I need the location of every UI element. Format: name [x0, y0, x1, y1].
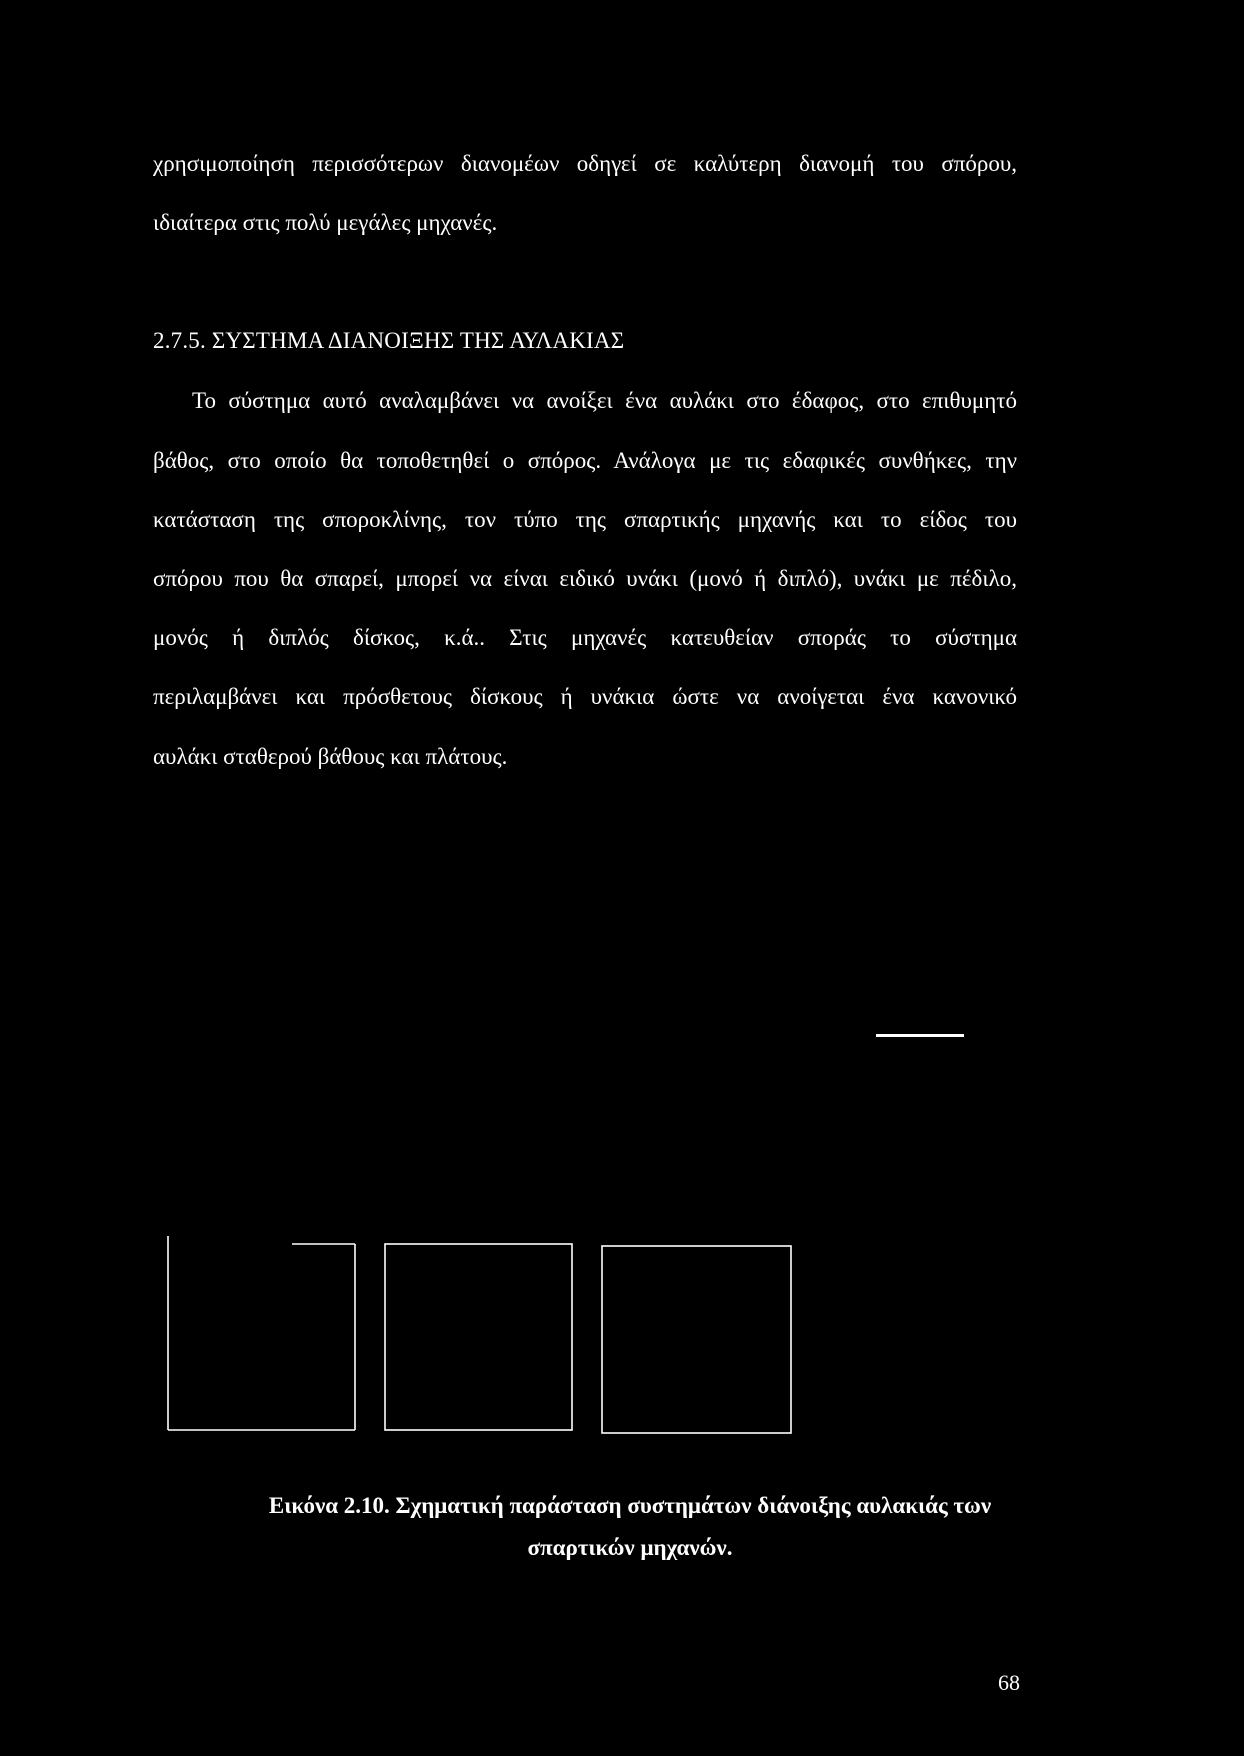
figure-caption-line-1: Εικόνα 2.10. Σχηματική παράσταση συστημάτων διάνοιξης αυλακιάς των	[268, 1493, 992, 1518]
section-heading: 2.7.5. ΣΥΣΤΗΜΑ ΔΙΑΝΟΙΞΗΣ ΤΗΣ ΑΥΛΑΚΙΑΣ	[153, 328, 625, 353]
paragraph-line-6: περιλαμβάνει και πρόσθετους δίσκους ή υνάκια ώστε να ανοίγεται ένα κανονικό	[153, 684, 1017, 709]
figure-caption-line-2: σπαρτικών μηχανών.	[527, 1535, 733, 1560]
intro-line-2: ιδιαίτερα στις πολύ μεγάλες μηχανές.	[153, 210, 498, 235]
paragraph-line-5: μονός ή διπλός δίσκος, κ.ά.. Στις μηχανές κατευθείαν σποράς το σύστημα	[153, 625, 1017, 650]
paragraph-line-2: βάθος, στο οποίο θα τοποθετηθεί ο σπόρος. Ανάλογα με τις εδαφικές συνθήκες, την	[153, 448, 1017, 473]
figure-panel-2	[385, 1244, 572, 1430]
paragraph-line-3: κατάσταση της σποροκλίνης, τον τύπο της σπαρτικής μηχανής και το είδος του	[153, 507, 1017, 532]
figure-panel-3	[602, 1246, 791, 1433]
paragraph-line-4: σπόρου που θα σπαρεί, μπορεί να είναι ειδικό υνάκι (μονό ή διπλό), υνάκι με πέδιλο,	[153, 566, 1017, 591]
figure-panel-1	[168, 1236, 355, 1430]
paragraph-line-7: αυλάκι σταθερού βάθους και πλάτους.	[153, 744, 508, 769]
paragraph-line-1: Το σύστημα αυτό αναλαμβάνει να ανοίξει ένα αυλάκι στο έδαφος, στο επιθυμητό	[192, 388, 1017, 413]
intro-line-1: χρησιμοποίηση περισσότερων διανομέων οδηγεί σε καλύτερη διανομή του σπόρου,	[153, 151, 1017, 176]
page-number: 68	[998, 1670, 1020, 1695]
